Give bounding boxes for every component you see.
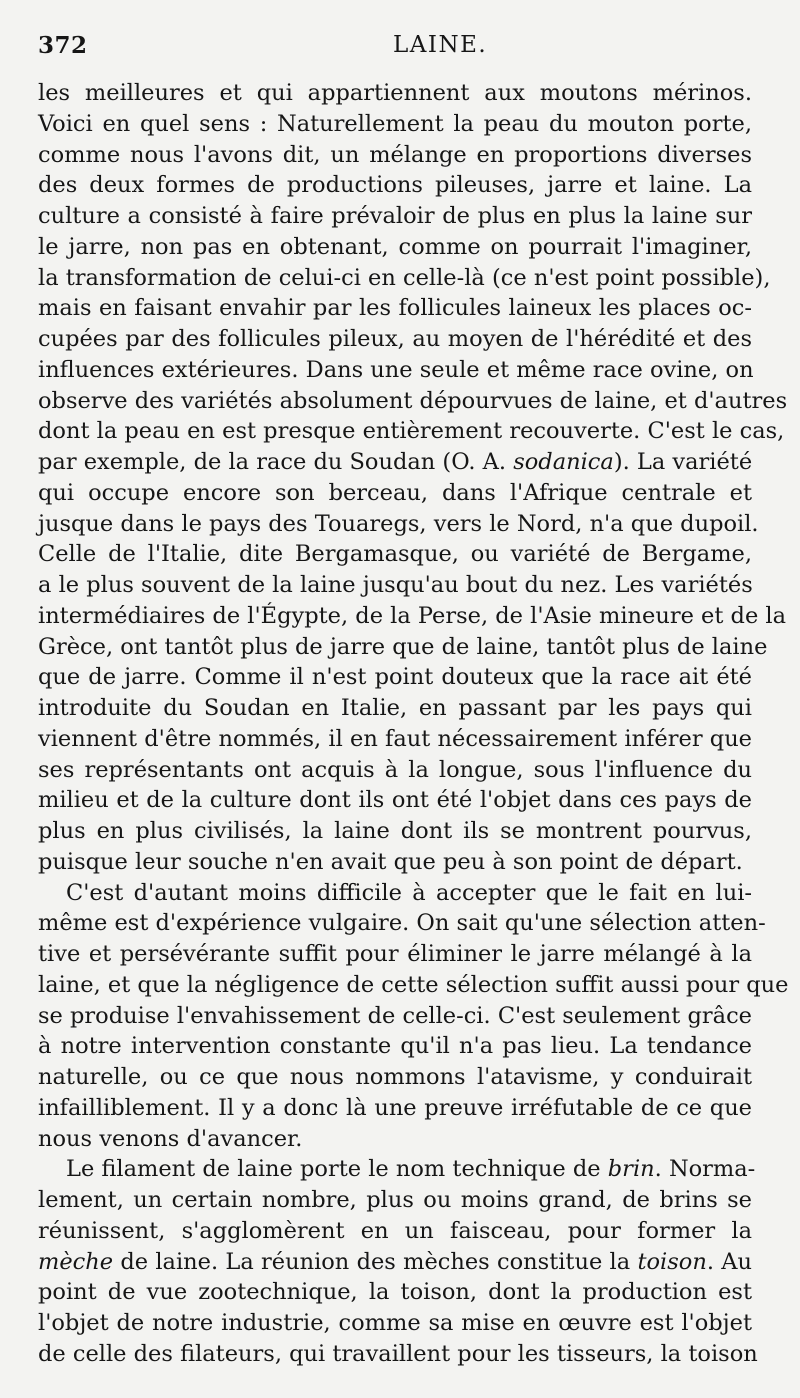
italic-term: sodanica bbox=[513, 449, 614, 475]
text-line bbox=[38, 1154, 756, 1185]
text-run: se produise l'envahissement de celle-ci. C'est seulement grâce bbox=[38, 1002, 752, 1029]
text-line bbox=[38, 355, 752, 386]
italic-term: mèche bbox=[38, 1248, 114, 1275]
text-run: introduite du Soudan en Italie, en passant par les pays qui bbox=[38, 695, 752, 721]
text-line bbox=[38, 1185, 752, 1216]
text-line bbox=[38, 570, 752, 601]
text-run: nous venons d'avancer. bbox=[38, 1125, 303, 1152]
text-run: que de jarre. Comme il n'est point douteux que la race ait été bbox=[38, 664, 752, 691]
text-line bbox=[38, 1339, 758, 1370]
text-line bbox=[38, 140, 752, 171]
text-line bbox=[38, 1001, 752, 1032]
text-run: Voici en quel sens : Naturellement la peau du mouton porte, bbox=[38, 110, 752, 137]
text-run: la transformation de celui-ci en celle-là (ce n'est point possible), bbox=[38, 264, 771, 291]
text-run: point de vue zootechnique, la toison, dont la production est bbox=[38, 1279, 752, 1306]
text-line bbox=[38, 386, 788, 417]
text-run: mais en faisant envahir par les follicules laineux les places oc- bbox=[38, 295, 752, 322]
text-run: jusque dans le pays des Touaregs, vers le Nord, n'a que dupoil. bbox=[38, 510, 759, 537]
text-run: des deux formes de productions pileuses, jarre et laine. La bbox=[38, 172, 752, 199]
text-line bbox=[38, 816, 752, 847]
text-line bbox=[38, 1216, 752, 1247]
text-run: laine, et que la négligence de cette sélection suffit aussi pour que bbox=[38, 971, 789, 998]
text-run: ). La variété bbox=[613, 449, 753, 475]
text-line bbox=[38, 1124, 752, 1155]
text-line bbox=[38, 201, 752, 232]
text-line bbox=[38, 1093, 752, 1124]
text-run: a le plus souvent de la laine jusqu'au bout du nez. Les variétés bbox=[38, 572, 753, 598]
text-run: dont la peau en est presque entièrement recouverte. C'est le cas, bbox=[38, 418, 785, 445]
text-line bbox=[38, 170, 752, 201]
text-line bbox=[38, 539, 752, 570]
page-header bbox=[38, 32, 760, 62]
text-run: influences extérieures. Dans une seule et même race ovine, on bbox=[38, 356, 754, 383]
text-line bbox=[38, 263, 771, 294]
text-line bbox=[38, 324, 752, 355]
text-run: naturelle, ou ce que nous nommons l'atavisme, y conduirait bbox=[38, 1064, 752, 1090]
text-run: lement, un certain nombre, plus ou moins grand, de brins se bbox=[38, 1187, 752, 1213]
text-run: le jarre, non pas en obtenant, comme on pourrait l'imaginer, bbox=[38, 233, 752, 260]
text-run: même est d'expérience vulgaire. On sait qu'une sélection atten- bbox=[38, 910, 766, 937]
text-run: cupées par des follicules pileux, au moyen de l'hérédité et des bbox=[38, 326, 752, 352]
italic-term: brin bbox=[607, 1156, 655, 1183]
text-line bbox=[38, 478, 752, 509]
text-run: réunissent, s'agglomèrent en un faisceau, pour former la bbox=[38, 1217, 752, 1244]
text-line bbox=[38, 632, 768, 663]
text-run: qui occupe encore son berceau, dans l'Afrique centrale et bbox=[38, 479, 752, 506]
text-run: infailliblement. Il y a donc là une preuve irréfutable de ce que bbox=[38, 1094, 752, 1121]
text-line bbox=[38, 755, 752, 786]
text-run: Grèce, ont tantôt plus de jarre que de laine, tantôt plus de laine bbox=[38, 633, 768, 660]
text-line bbox=[38, 447, 752, 478]
text-run: les meilleures et qui appartiennent aux moutons mérinos. bbox=[38, 80, 752, 106]
text-run: de laine. La réunion des mèches constitue la bbox=[113, 1248, 638, 1275]
text-run: viennent d'être nommés, il en faut nécessairement inférer que bbox=[38, 725, 752, 752]
text-line bbox=[38, 1062, 752, 1093]
text-run: intermédiaires de l'Égypte, de la Perse, de l'Asie mineure et de la bbox=[38, 602, 787, 629]
text-run: comme nous l'avons dit, un mélange en proportions diverses bbox=[38, 141, 752, 168]
text-line bbox=[38, 724, 752, 755]
text-line bbox=[38, 878, 752, 909]
body-text bbox=[38, 78, 789, 1370]
running-title: LAINE. bbox=[393, 32, 488, 58]
text-line bbox=[38, 662, 752, 693]
text-line bbox=[38, 1247, 752, 1278]
text-run: à notre intervention constante qu'il n'a pas lieu. La tendance bbox=[38, 1033, 752, 1060]
text-line bbox=[38, 908, 766, 939]
text-line bbox=[38, 509, 759, 540]
text-line bbox=[38, 1031, 752, 1062]
text-line bbox=[38, 293, 752, 324]
text-run: culture a consisté à faire prévaloir de plus en plus la laine sur bbox=[38, 203, 752, 229]
text-line bbox=[38, 939, 752, 970]
text-line bbox=[38, 970, 789, 1001]
text-run: milieu et de la culture dont ils ont été l'objet dans ces pays de bbox=[38, 787, 752, 814]
text-run: puisque leur souche n'en avait que peu à son point de départ. bbox=[38, 848, 743, 875]
text-run: ses représentants ont acquis à la longue, sous l'influence du bbox=[38, 756, 752, 783]
text-line bbox=[38, 1308, 752, 1339]
text-run: de celle des filateurs, qui travaillent pour les tisseurs, la toison bbox=[38, 1340, 758, 1367]
text-line bbox=[38, 1277, 752, 1308]
page-number: 372 bbox=[38, 32, 88, 59]
text-run: . Au bbox=[706, 1248, 752, 1275]
text-line bbox=[38, 109, 752, 140]
text-run: C'est d'autant moins difficile à accepter que le fait en lui- bbox=[66, 879, 752, 906]
text-line bbox=[38, 601, 787, 632]
text-run: Celle de l'Italie, dite Bergamasque, ou variété de Bergame, bbox=[38, 541, 752, 568]
italic-term: toison bbox=[637, 1248, 707, 1275]
text-run: l'objet de notre industrie, comme sa mise en œuvre est l'objet bbox=[38, 1310, 752, 1336]
text-line bbox=[38, 78, 752, 109]
text-line bbox=[38, 785, 752, 816]
text-run: observe des variétés absolument dépourvues de laine, et d'autres bbox=[38, 387, 788, 414]
text-line bbox=[38, 416, 785, 447]
text-run: Le filament de laine porte le nom technique de bbox=[66, 1156, 608, 1183]
text-run: par exemple, de la race du Soudan (O. A. bbox=[38, 449, 514, 475]
text-line bbox=[38, 847, 752, 878]
text-line bbox=[38, 232, 752, 263]
text-run: tive et persévérante suffit pour éliminer le jarre mélangé à la bbox=[38, 941, 752, 967]
text-line bbox=[38, 693, 752, 724]
text-run: plus en plus civilisés, la laine dont ils se montrent pourvus, bbox=[38, 818, 752, 844]
text-run: . Norma- bbox=[654, 1156, 756, 1183]
